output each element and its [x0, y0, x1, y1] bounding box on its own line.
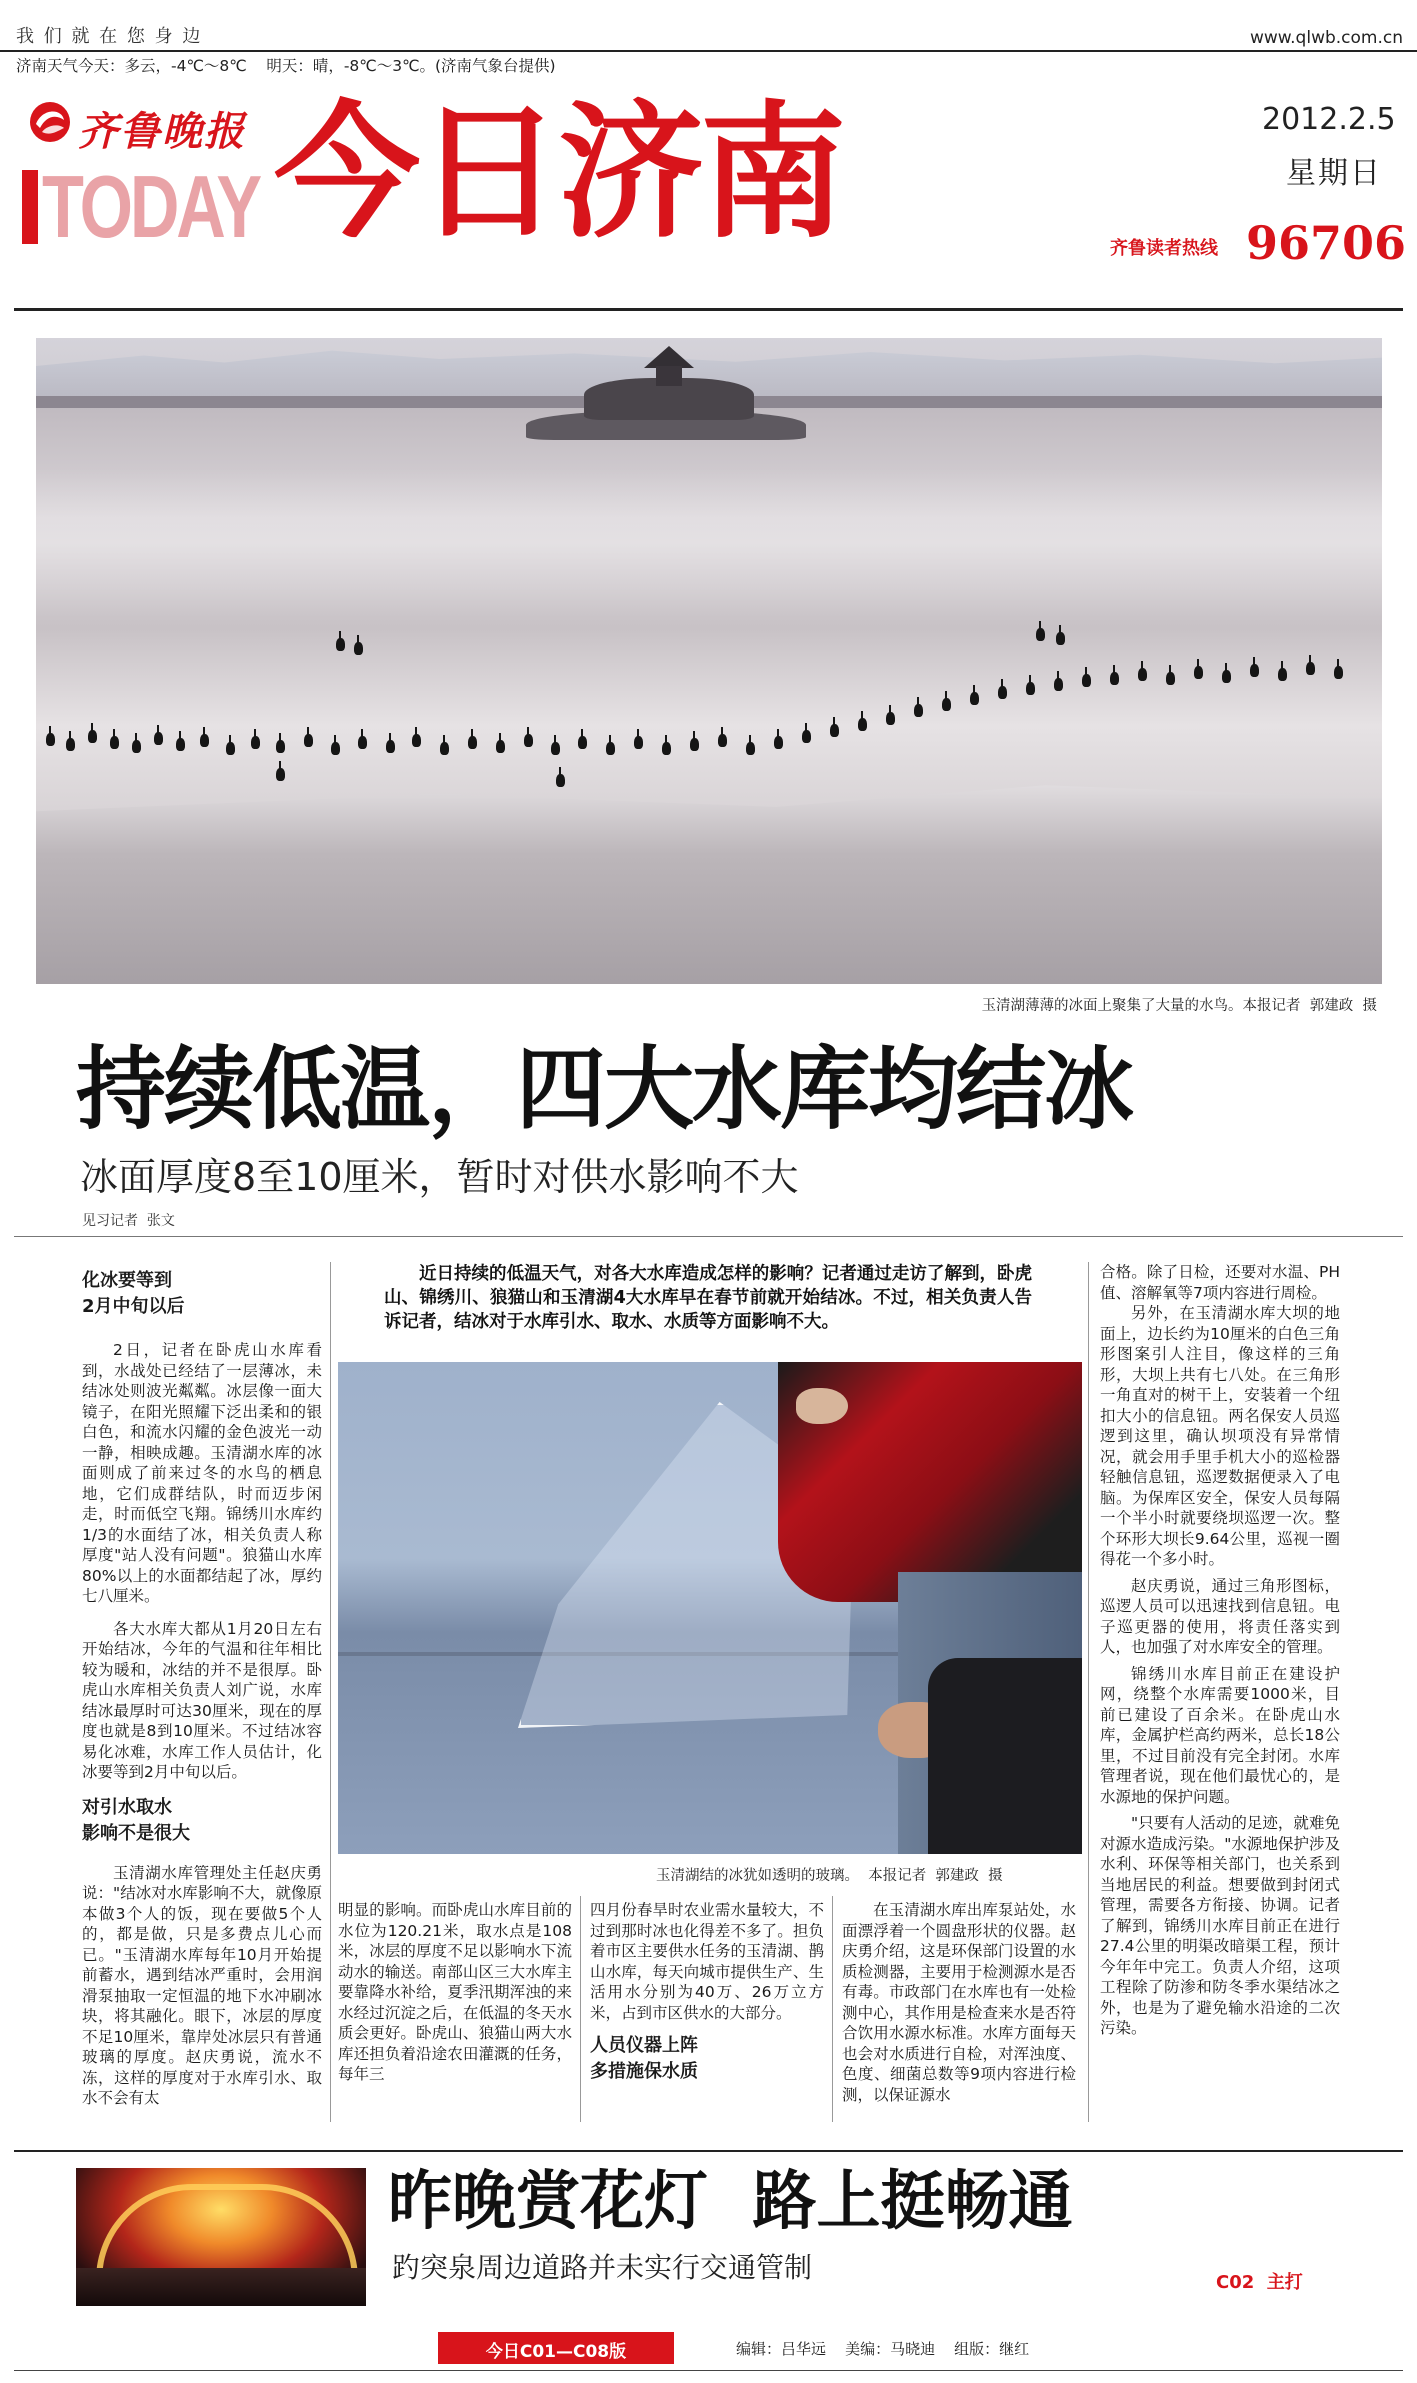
today-badge: [22, 170, 38, 244]
column-3: [590, 1900, 824, 2140]
bird: [1306, 662, 1315, 675]
hotline-label: 齐鲁读者热线: [1110, 238, 1218, 259]
bird: [1110, 672, 1119, 685]
bird: [276, 768, 285, 781]
today-word: TODAY: [42, 157, 260, 256]
column-5: [1100, 1262, 1340, 2140]
headline-rule: [14, 1236, 1403, 1237]
subhead-2-line2: 影响不是很大: [82, 1822, 190, 1844]
bird: [358, 736, 367, 749]
bird: [774, 736, 783, 749]
top-photo-caption: 玉清湖薄薄的冰面上聚集了大量的水鸟。本报记者 郭建政 摄: [981, 998, 1377, 1014]
bird: [998, 686, 1007, 699]
ice-photo-caption: 玉清湖结的冰犹如透明的玻璃。 本报记者 郭建政 摄: [656, 1868, 1003, 1884]
footer-section-badge: [438, 2332, 674, 2364]
bird: [1036, 628, 1045, 641]
subhead-1-line2: 2月中旬以后: [82, 1296, 185, 1317]
subhead-3-line1: 人员仪器上阵: [590, 2035, 698, 2056]
lantern-crowd: [76, 2268, 366, 2306]
top-bar: [0, 0, 1417, 80]
subhead-2-line1: 对引水取水: [82, 1796, 172, 1818]
column-4: [842, 1900, 1076, 2140]
masthead: [0, 80, 1417, 310]
pavilion-body: [656, 366, 682, 386]
subhead-3-line2: 多措施保水质: [590, 2061, 698, 2082]
paragraph: 另外，在玉清湖水库大坝的地面上，边长约为10厘米的白色三角形图案引人注目，像这样的三角形，大坝上共有七八处。在三角形一角直对的树干上，安装着一个纽扣大小的信息钮。两名保安人员巡逻到这里，确认坝项没有异常情况，就会用手里手机大小的巡检器轻触信息钮，巡逻数据便录入了电脑。为保库区安全，保安人员每隔一个半小时就要绕坝巡逻一次。整个环形大坝长9.64公里，巡视一圈得花一个多小时。: [1100, 1304, 1340, 1568]
bird: [1250, 664, 1259, 677]
bird: [386, 740, 395, 753]
slogan: 我 们 就 在 您 身 边: [16, 26, 203, 47]
bird: [226, 742, 235, 755]
bottom-subtitle: 趵突泉周边道路并未实行交通管制: [392, 2251, 813, 2284]
bird: [276, 740, 285, 753]
column-divider: [330, 1262, 331, 2122]
bird: [1194, 666, 1203, 679]
brand-name: 齐鲁晚报: [78, 108, 246, 155]
pavilion-roof: [644, 346, 694, 368]
bottom-headline[interactable]: 昨晚赏花灯 路上挺畅通: [388, 2164, 1073, 2239]
lantern-photo: [76, 2168, 366, 2306]
hotline-number[interactable]: 96706: [1246, 216, 1407, 270]
bird: [336, 638, 345, 651]
bird: [200, 734, 209, 747]
bird: [496, 740, 505, 753]
column-2: [338, 1900, 572, 2140]
bird: [690, 738, 699, 751]
bird: [1334, 666, 1343, 679]
subhead-1-line1: 化冰要等到: [82, 1270, 172, 1291]
issue-date: 2012.2.5: [1262, 102, 1396, 137]
paragraph: 合格。除了日检，还要对水温、PH值、溶解氧等7项内容进行周检。: [1100, 1263, 1340, 1302]
bottom-rule: [14, 2150, 1403, 2152]
bird: [746, 742, 755, 755]
bird: [110, 736, 119, 749]
byline: 见习记者 张文: [82, 1213, 175, 1229]
weather-line: 济南天气今天：多云，-4℃～8℃ 明天：晴，-8℃～3℃。(济南气象台提供): [16, 57, 556, 75]
bird: [251, 736, 260, 749]
bird: [886, 712, 895, 725]
masthead-rule: [14, 308, 1403, 311]
issue-weekday: 星期日: [1286, 156, 1382, 191]
bird: [46, 733, 55, 746]
open-water: [36, 768, 1382, 984]
lead-paragraph: 近日持续的低温天气，对各大水库造成怎样的影响？记者通过走访了解到，卧虎山、锦绣川、狼猫山和玉清湖4大水库早在春节前就开始结冰。不过，相关负责人告诉记者，结冰对于水库引水、取水、水质等方面影响不大。: [384, 1264, 1032, 1332]
paragraph: 明显的影响。而卧虎山水库目前的水位为120.21米，取水点是108米，冰层的厚度不足以影响水下流动水的输送。南部山区三大水库主要靠降水补给，夏季汛期浑浊的来水经过沉淀之后，在低温的冬天水质会更好。卧虎山、狼猫山两大水库还担负着沿途农田灌溉的任务，每年三: [338, 1901, 572, 2083]
bird: [1082, 674, 1091, 687]
ice-shine: [36, 468, 1382, 618]
bird: [1054, 678, 1063, 691]
bird: [132, 740, 141, 753]
bird: [354, 642, 363, 655]
glove-cuff: [928, 1658, 1082, 1854]
bird: [412, 734, 421, 747]
paragraph: 各大水库大都从1月20日左右开始结冰，今年的气温和往年相比较为暖和，冰结的并不是很厚。卧虎山水库相关负责人刘广说，水库结冰最厚时可达30厘米，现在的厚度也就是8到10厘米。不过结冰容易化冰难，水库工作人员估计，化冰要等到2月中旬以后。: [82, 1619, 322, 1781]
page-title: 今日济南: [274, 87, 842, 258]
bird: [1166, 672, 1175, 685]
top-photo-lake-birds: [36, 338, 1382, 984]
column-1: [82, 1268, 322, 2138]
bird: [524, 734, 533, 747]
ice-sheet-photo: [338, 1362, 1082, 1854]
paragraph: 锦绣川水库目前正在建设护网，绕整个水库需要1000米，目前已建设了百余米。在卧虎山水库，金属护栏高约两米，总长18公里，不过目前没有完全封闭。水库管理者说，现在他们最忧心的，是水源地的保护问题。: [1100, 1664, 1340, 1806]
bird: [1056, 632, 1065, 645]
brand-logo: [26, 98, 266, 155]
bird: [88, 730, 97, 743]
bird: [331, 742, 340, 755]
bird: [802, 730, 811, 743]
column-divider: [832, 1896, 833, 2122]
lantern-arch: [96, 2184, 358, 2280]
bird: [858, 718, 867, 731]
website[interactable]: www.qlwb.com.cn: [1250, 28, 1403, 48]
bird: [304, 734, 313, 747]
bird: [1222, 670, 1231, 683]
paragraph: 赵庆勇说，通过三角形图标，巡逻人员可以迅速找到信息钮。电子巡更器的使用，将责任落实到人，也加强了对水库安全的管理。: [1100, 1576, 1340, 1656]
bird: [830, 724, 839, 737]
paragraph: 四月份春旱时农业需水量较大，不过到那时冰也化得差不多了。担负着市区主要供水任务的玉清湖、鹊山水库，每天向城市提供生产、生活用水分别为40万、26万立方米，占到市区供水的大部分。: [590, 1901, 824, 2022]
paragraph: 2日，记者在卧虎山水库看到，水战处已经结了一层薄冰，未结冰处则波光粼粼。冰层像一面大镜子，在阳光照耀下泛出柔和的银白色，和流水闪耀的金色波光一动一静，相映成趣。玉清湖水库的冰面则成了前来过冬的水鸟的栖息地，它们成群结队，时而迈步闲走，时而低空飞翔。锦绣川水库约1/3的水面结了冰，相关负责人称厚度"站人没有问题"。狼猫山水库80%以上的水面都结起了冰，厚约七八厘米。: [82, 1341, 322, 1605]
bird: [556, 774, 565, 787]
bird: [66, 738, 75, 751]
bird: [176, 738, 185, 751]
column-divider: [580, 1896, 581, 2122]
top-rule: [0, 50, 1417, 52]
bird: [1278, 668, 1287, 681]
headline: 持续低温，四大水库均结冰: [76, 1036, 1132, 1142]
bird: [914, 704, 923, 717]
bird: [942, 698, 951, 711]
bird: [606, 742, 615, 755]
paragraph: 玉清湖水库管理处主任赵庆勇说："结冰对水库影响不大，就像原本做3个人的饭，现在要做5个人的，都是做，只是多费点儿心而已。"玉清湖水库每年10月开始提前蓄水，遇到结冰严重时，会用润滑泵抽取一定恒温的地下水冲刷冰块，将其融化。眼下，冰层的厚度不足10厘米，靠岸处冰层只有普通玻璃的厚度。赵庆勇说，流水不冻，这样的厚度对于水库引水、取水不会有太: [82, 1863, 322, 2107]
paragraph: 在玉清湖水库出库泵站处，水面漂浮着一个圆盘形状的仪器。赵庆勇介绍，这是环保部门设置的水质检测器，主要用于检测源水是否有毒。市政部门在水库也有一处检测中心，其作用是检查来水是否符合饮用水源水标准。水库方面每天也会对水质进行自检，对浑浊度、色度、细菌总数等9项内容进行检测，以保证源水: [842, 1901, 1076, 2104]
paragraph: "只要有人活动的足迹，就难免对源水造成污染。"水源地保护涉及水利、环保等相关部门，也关系到当地居民的利益。想要做到封闭式管理，需要各方衔接、协调。记者了解到，锦绣川水库目前正在进行27.4公里的明渠改暗渠工程，预计今年年中完工。负责人介绍，这项工程除了防渗和防冬季水渠结冰之外，也是为了避免输水沿途的二次污染。: [1100, 1814, 1340, 2037]
footer-credits: 编辑：吕华远 美编：马晓迪 组版：继红: [736, 2340, 1030, 2358]
bird: [578, 736, 587, 749]
column-divider: [1088, 1262, 1089, 2122]
bird: [1138, 668, 1147, 681]
bird: [551, 742, 560, 755]
bird: [970, 692, 979, 705]
bird: [468, 736, 477, 749]
hand-upper: [796, 1388, 848, 1424]
swirl-logo-icon: [26, 98, 74, 146]
bird: [1026, 682, 1035, 695]
bird: [662, 742, 671, 755]
bird: [154, 732, 163, 745]
bird: [634, 736, 643, 749]
headline-subtitle: 冰面厚度8至10厘米，暂时对供水影响不大: [80, 1155, 799, 1199]
bird: [718, 734, 727, 747]
today-logo: [22, 154, 262, 260]
footer-section-label: 今日C01—C08版: [485, 2342, 627, 2362]
footer-rule: [14, 2370, 1403, 2371]
bird: [440, 742, 449, 755]
page-reference[interactable]: C02 主打: [1216, 2272, 1303, 2293]
